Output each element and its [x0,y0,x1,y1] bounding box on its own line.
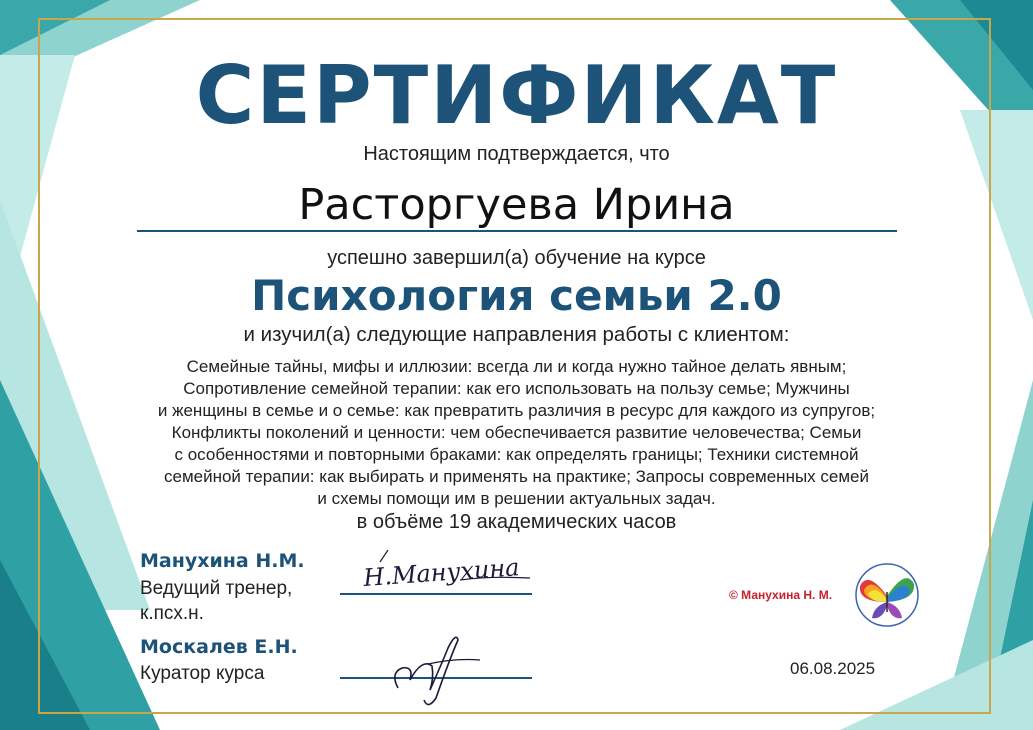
signatory-role-line: Ведущий тренер, [140,578,293,599]
signatory-name: Манухина Н.М. [140,550,305,572]
topic-line: Конфликты поколений и ценности: чем обеспечивается развитие человечества; Семьи [171,423,862,442]
topic-line: Сопротивление семейной терапии: как его использовать на пользу семье; Мужчины [183,379,850,398]
recipient-name: Расторгуева Ирина [298,180,735,230]
signature-image [340,540,540,605]
topic-line: семейной терапии: как выбирать и применять на практике; Запросы современных семей [164,467,869,486]
signatory-name: Москалев Е.Н. [140,636,298,658]
certificate-title: СЕРТИФИКАТ [195,49,838,142]
studied-text: и изучил(а) следующие направления работы с клиентом: [243,323,790,346]
signature-image [380,618,490,708]
signature-text: Н.Манухина [362,553,521,592]
certificate-date: 06.08.2025 [790,659,876,678]
name-underline [137,230,897,232]
confirm-text: Настоящим подтверждается, что [363,143,670,165]
butterfly-logo-icon [854,562,920,628]
signatory-role [140,576,292,626]
hours-text: в объёме 19 академических часов [356,511,677,533]
signatory-role-line: к.псх.н. [140,603,204,624]
topics-list [85,356,948,510]
completed-text: успешно завершил(а) обучение на курсе [327,247,706,269]
topic-line: с особенностями и повторными браками: как определять границы; Техники системной [174,445,859,464]
topic-line: Семейные тайны, мифы и иллюзии: всегда ли и когда нужно тайное делать явным; [186,357,847,376]
signatory-role: Куратор курса [140,663,265,684]
copyright-text: © Манухина Н. М. [729,588,833,602]
topic-line: и женщины в семье и о семье: как превратить различия в ресурс для каждого из супругов; [157,401,876,420]
course-name: Психология семьи 2.0 [251,271,782,320]
topic-line: и схемы помощи им в решении актуальных задач. [317,489,716,508]
